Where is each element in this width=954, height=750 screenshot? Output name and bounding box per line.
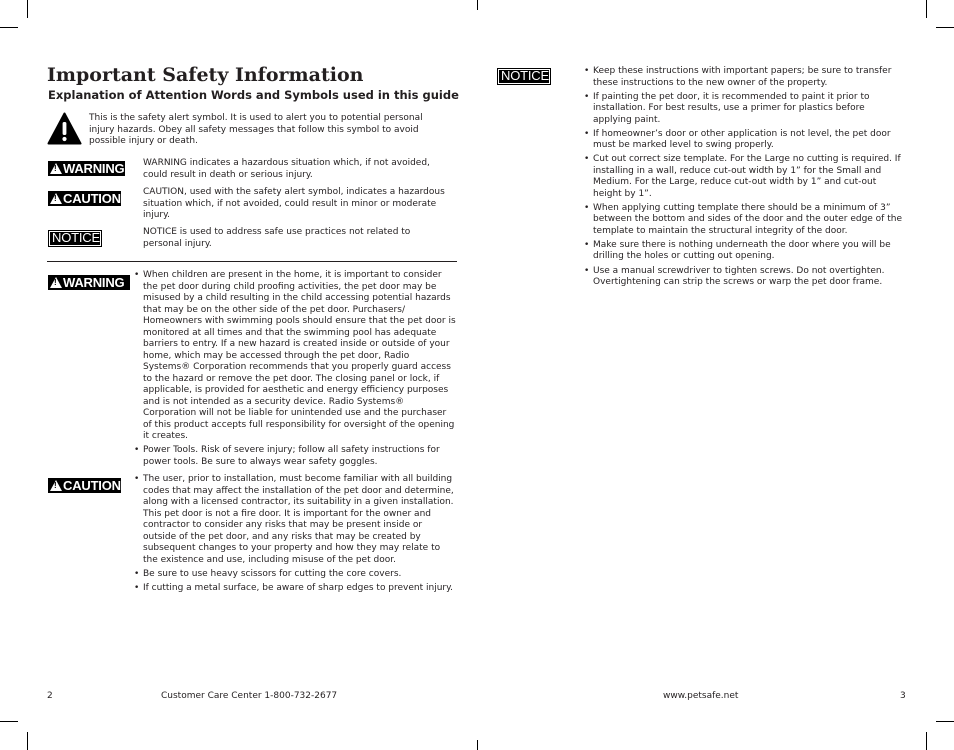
crop-mark <box>936 721 954 722</box>
crop-mark <box>27 0 28 18</box>
crop-mark <box>477 0 478 10</box>
notice-definition: NOTICE is used to address safe use practices not related to personal injury. <box>143 227 411 249</box>
section-divider <box>47 261 457 262</box>
warning-definition: WARNING indicates a hazardous situation which, if not avoided, could result in death or serious injury. <box>143 158 430 180</box>
caution-definition: CAUTION, used with the safety alert symbol, indicates a hazardous situation which, if not avoided, could result in minor or moderate injury. <box>143 187 445 221</box>
list-item: • If homeowner’s door or other application is not level, the pet door must be marked level to swing properly. <box>584 129 906 152</box>
alert-triangle-icon <box>50 163 62 174</box>
page-subtitle: Explanation of Attention Words and Symbols used in this guide <box>48 88 459 102</box>
list-item: • If cutting a metal surface, be aware of sharp edges to prevent injury. <box>134 583 456 595</box>
warning-bullet-list <box>134 270 456 471</box>
notice-bullet-list <box>584 66 906 291</box>
list-item: • When applying cutting template there should be a minimum of 3” between the bottom and sides of the door and the outer edge of the template to maintain the structural integrity of the door. <box>584 203 906 238</box>
caution-badge <box>48 191 121 206</box>
alert-triangle-icon <box>50 193 62 204</box>
crop-mark <box>0 721 18 722</box>
notice-badge <box>49 231 101 246</box>
badge-label: CAUTION <box>63 191 121 206</box>
alert-symbol-description: This is the safety alert symbol. It is used to alert you to potential personal injury hazards. Obey all safety messages that follow this symbol to avoid possible injury or death. <box>89 113 423 147</box>
warning-section-badge <box>48 275 130 290</box>
badge-label: WARNING <box>63 275 125 290</box>
website-footer[interactable]: www.petsafe.net <box>663 691 739 701</box>
page-number-right: 3 <box>900 691 906 701</box>
crop-mark <box>936 27 954 28</box>
list-item: • Keep these instructions with important papers; be sure to transfer these instructions to the new owner of the property. <box>584 66 906 89</box>
warning-badge <box>48 161 125 176</box>
badge-label: NOTICE <box>52 230 100 245</box>
list-item: • When children are present in the home, it is important to consider the pet door during child proofing activities, the pet door may be misused by a child resulting in the child accessing potential hazards that may be on the other side of the pet door. Purchasers/ Homeowners with swimming pools should ensure that the pet door is monitored at all times and that the swimming pool has adequate barriers to entry. If a new hazard is created inside or outside of your home, which may be accessed through the pet door, Radio Systems® Corporation recommends that you properly guard access to the hazard or remove the pet door. The closing panel or lock, if applicable, is provided for aesthetic and energy efficiency purposes and is not intended as a security device. Radio Systems® Corporation will not be liable for unintended use and the purchaser of this product accepts full responsibility for oversight of the opening it creates. <box>134 270 456 443</box>
crop-mark <box>926 732 927 750</box>
list-item: • If painting the pet door, it is recommended to paint it prior to installation. For best results, use a primer for plastics before applying paint. <box>584 92 906 127</box>
notice-section-badge <box>498 69 550 84</box>
crop-mark <box>926 0 927 18</box>
crop-mark <box>27 732 28 750</box>
customer-care-footer: Customer Care Center 1-800-732-2677 <box>161 691 338 701</box>
badge-label: NOTICE <box>501 68 549 83</box>
crop-mark <box>477 740 478 750</box>
list-item: • Use a manual screwdriver to tighten screws. Do not overtighten. Overtightening can strip the screws or warp the pet door frame. <box>584 266 906 289</box>
list-item: • Make sure there is nothing underneath the door where you will be drilling the holes or cutting out opening. <box>584 240 906 263</box>
list-item: • Cut out correct size template. For the Large no cutting is required. If installing in a wall, reduce cut-out width by 1” for the Small and Medium. For the Large, reduce cut-out width by 1” and cut-out height by 1”. <box>584 154 906 200</box>
warning-triangle-icon <box>47 112 82 145</box>
caution-section-badge <box>48 478 121 493</box>
page-number-left: 2 <box>47 691 53 701</box>
list-item: • Be sure to use heavy scissors for cutting the core covers. <box>134 569 456 581</box>
page-title: Important Safety Information <box>47 64 364 86</box>
badge-label: WARNING <box>63 161 125 176</box>
list-item: • The user, prior to installation, must become familiar with all building codes that may affect the installation of the pet door and determine, along with a licensed contractor, its suitability in a given installation. This pet door is not a fire door. It is important for the owner and contractor to consider any risks that may be present inside or outside of the pet door, and any risks that may be created by subsequent changes to your property and how they may relate to the existence and use, including misuse of the pet door. <box>134 474 456 566</box>
list-item: • Power Tools. Risk of severe injury; follow all safety instructions for power tools. Be sure to always wear safety goggles. <box>134 445 456 468</box>
caution-bullet-list <box>134 474 456 597</box>
crop-mark <box>0 27 18 28</box>
badge-label: CAUTION <box>63 478 121 493</box>
alert-triangle-icon <box>50 277 62 288</box>
alert-triangle-icon <box>50 480 62 491</box>
